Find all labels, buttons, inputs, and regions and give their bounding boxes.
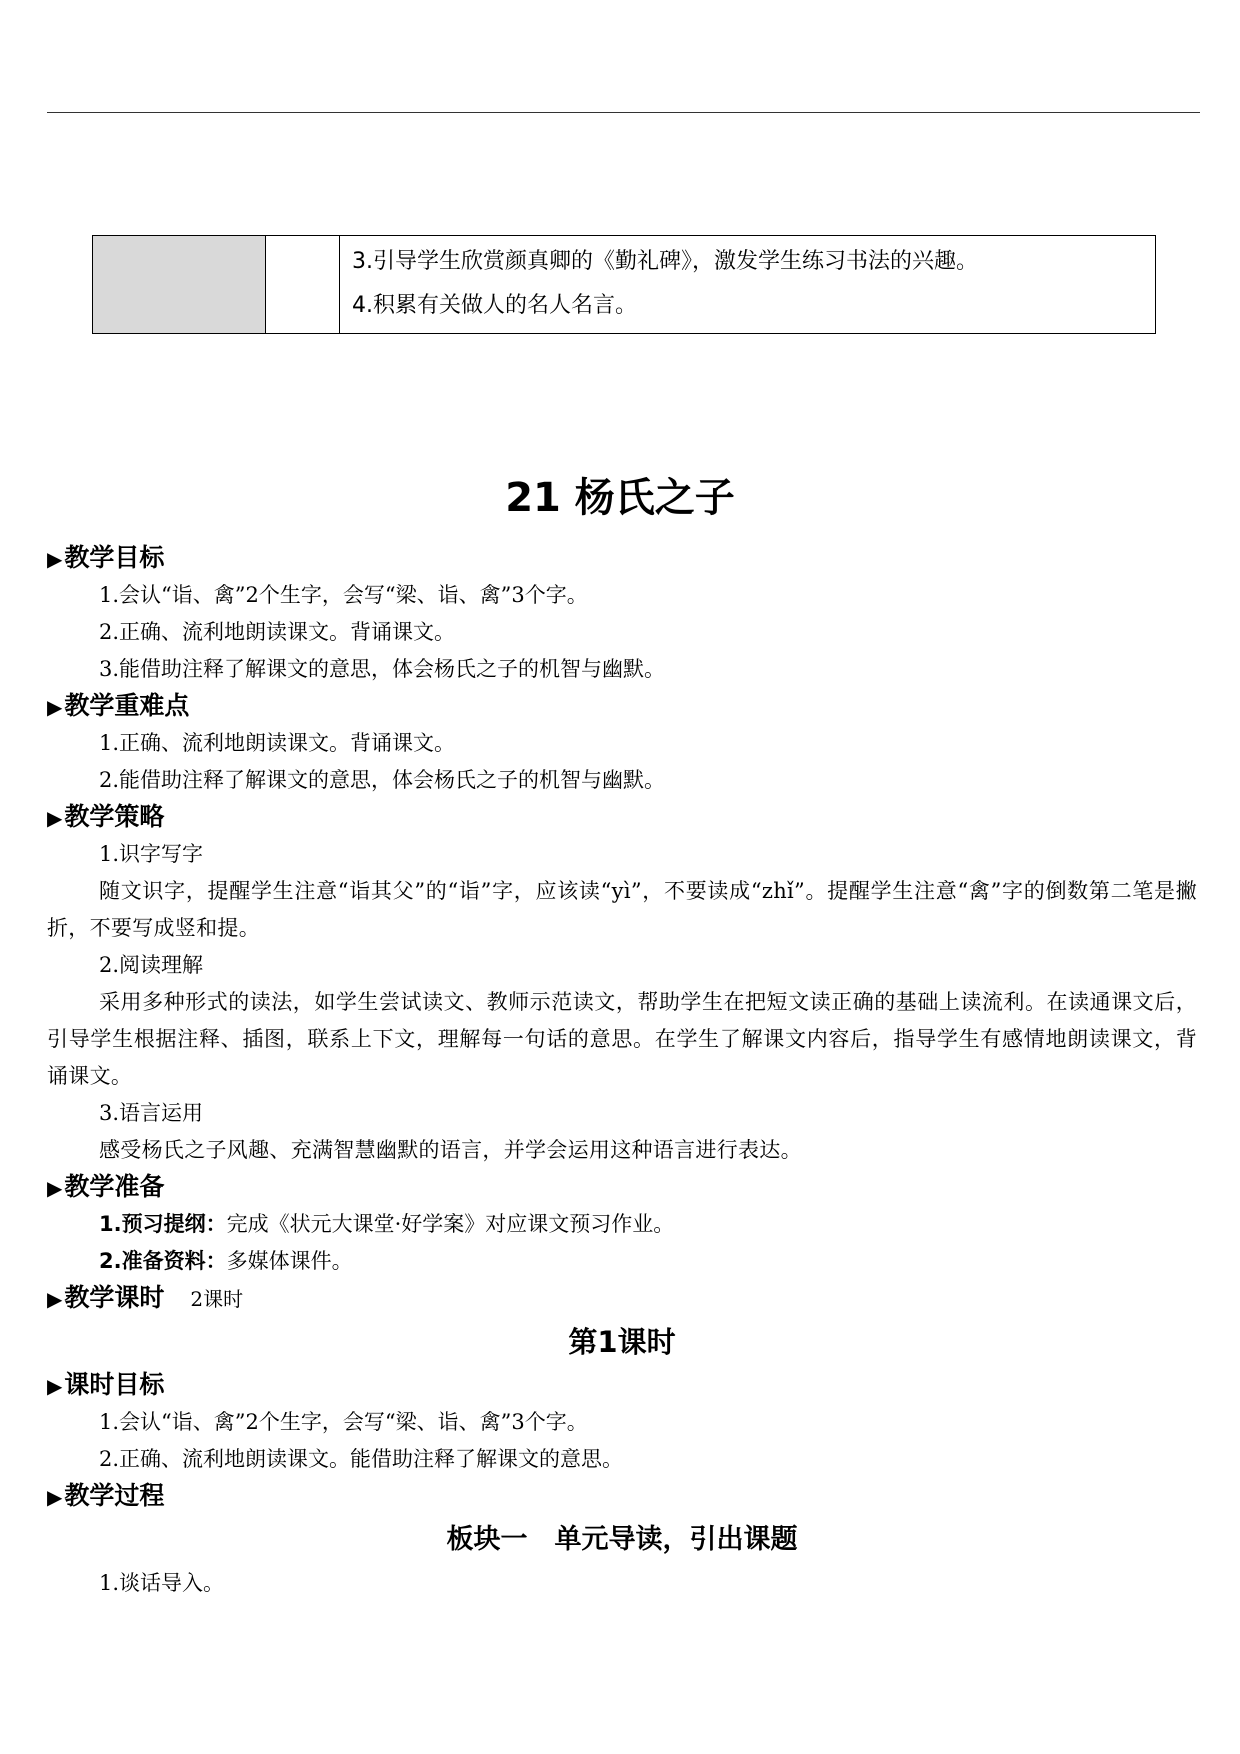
periods-value: 2课时 <box>190 1287 244 1311</box>
period-goal-item: 2.正确、流利地朗读课文。能借助注释了解课文的意思。 <box>99 1447 624 1471</box>
strategy-subtitle: 1.识字写字 <box>99 842 204 866</box>
preparation-label: 2.准备资料： <box>99 1249 227 1273</box>
preparation-text: 完成《状元大课堂·好学案》对应课文预习作业。 <box>226 1212 675 1236</box>
strategy-subtitle: 3.语言运用 <box>99 1101 204 1125</box>
triangle-bullet-icon: ▶ <box>47 1287 63 1311</box>
preparation-text: 多媒体课件。 <box>226 1249 353 1273</box>
goal-item: 1.会认“诣、禽”2个生字，会写“梁、诣、禽”3个字。 <box>99 583 588 607</box>
strategy-subtitle: 2.阅读理解 <box>99 953 204 977</box>
triangle-bullet-icon: ▶ <box>47 1176 63 1200</box>
period-goal-item: 1.会认“诣、禽”2个生字，会写“梁、诣、禽”3个字。 <box>99 1410 588 1434</box>
preparation-item <box>47 1206 1197 1243</box>
preparation-item <box>47 1243 1197 1280</box>
strategy-paragraph: 采用多种形式的读法，如学生尝试读文、教师示范读文，帮助学生在把短文读正确的基础上读流利。在读通课文后，引导学生根据注释、插图，联系上下文，理解每一句话的意思。在学生了解课文内容后，指导学生有感情地朗读课文，背诵课文。 <box>47 990 1197 1088</box>
triangle-bullet-icon: ▶ <box>47 547 63 571</box>
section-heading-process: ▶教学过程 <box>47 1481 165 1510</box>
objectives-table <box>92 235 1156 334</box>
table-label-cell <box>93 236 266 334</box>
triangle-bullet-icon: ▶ <box>47 1485 63 1509</box>
section-heading-strategy: ▶教学策略 <box>47 802 165 831</box>
section-heading-goals: ▶教学目标 <box>47 543 165 572</box>
table-empty-cell <box>266 236 340 334</box>
goal-item: 2.正确、流利地朗读课文。背诵课文。 <box>99 620 456 644</box>
lesson-content <box>47 540 1197 1602</box>
section-heading-period-goals: ▶课时目标 <box>47 1370 165 1399</box>
preparation-label: 1.预习提纲： <box>99 1212 227 1236</box>
goal-item: 3.能借助注释了解课文的意思，体会杨氏之子的机智与幽默。 <box>99 657 666 681</box>
triangle-bullet-icon: ▶ <box>47 695 63 719</box>
section-heading-key-points: ▶教学重难点 <box>47 691 190 720</box>
strategy-paragraph: 随文识字，提醒学生注意“诣其父”的“诣”字，应该读“yì”，不要读成“zhǐ”。提醒学生注意“禽”字的倒数第二笔是撇折，不要写成竖和提。 <box>47 879 1197 940</box>
table-content-cell <box>340 236 1156 334</box>
triangle-bullet-icon: ▶ <box>47 1374 63 1398</box>
key-point-item: 2.能借助注释了解课文的意思，体会杨氏之子的机智与幽默。 <box>99 768 666 792</box>
table-line: 3.引导学生欣赏颜真卿的《勤礼碑》，激发学生练习书法的兴趣。 <box>352 249 978 274</box>
lesson-title: 21 杨氏之子 <box>505 475 735 521</box>
header-rule <box>47 112 1200 113</box>
process-step: 1.谈话导入。 <box>99 1571 225 1595</box>
triangle-bullet-icon: ▶ <box>47 806 63 830</box>
key-point-item: 1.正确、流利地朗读课文。背诵课文。 <box>99 731 456 755</box>
table-line: 4.积累有关做人的名人名言。 <box>352 293 637 318</box>
lesson-period-heading: 第1课时 <box>568 1325 676 1359</box>
section-heading-periods: ▶教学课时 2课时 <box>47 1283 244 1312</box>
section-heading-preparation: ▶教学准备 <box>47 1172 165 1201</box>
table-row <box>93 236 1156 334</box>
block-heading: 板块一 单元导读，引出课题 <box>446 1524 798 1555</box>
strategy-paragraph: 感受杨氏之子风趣、充满智慧幽默的语言，并学会运用这种语言进行表达。 <box>99 1138 802 1162</box>
